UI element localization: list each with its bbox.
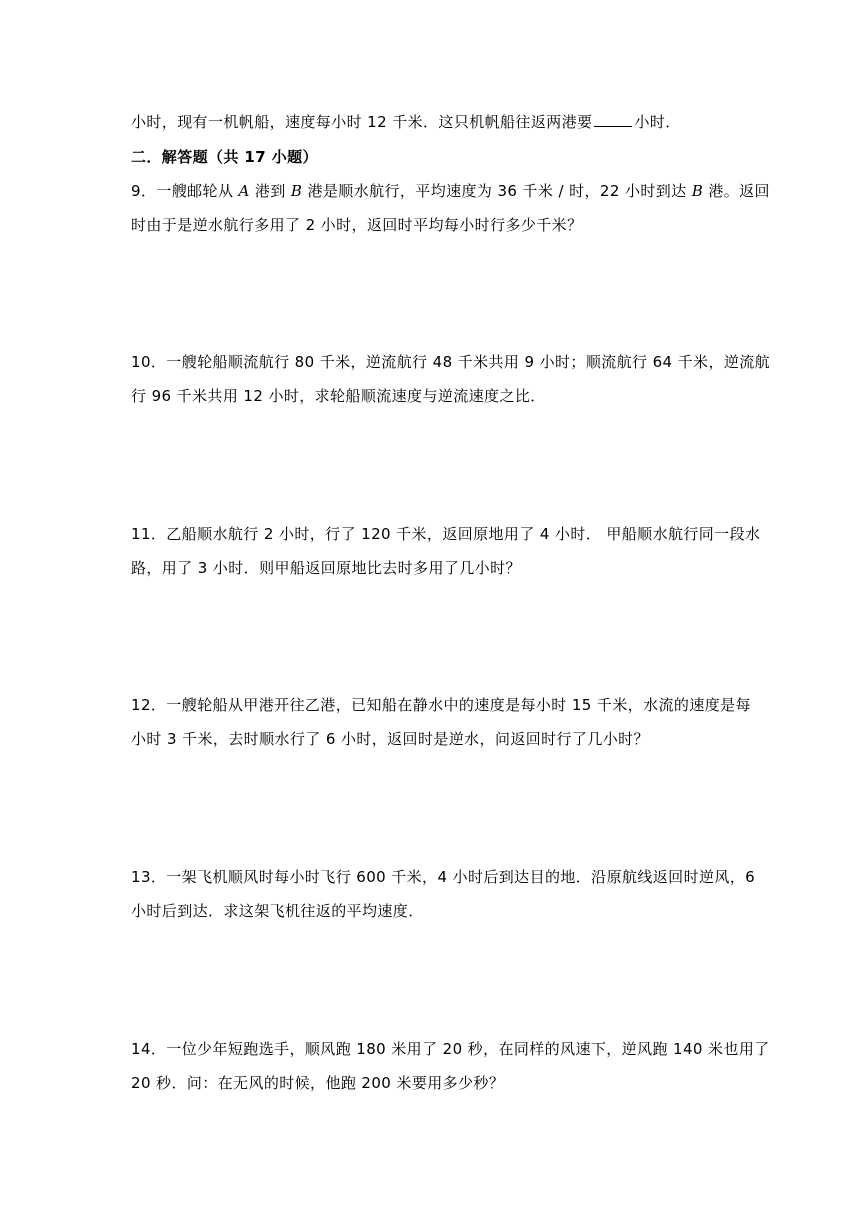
answer-blank[interactable] — [594, 112, 632, 127]
q9-text-a: 9．一艘邮轮从 — [131, 182, 239, 200]
continuation-suffix: 小时． — [634, 113, 681, 131]
question-12-line-2: 小时 3 千米，去时顺水行了 6 小时，返回时是逆水，问返回时行了几小时？ — [131, 730, 649, 748]
q9-var-b: B — [290, 182, 303, 200]
question-11-line-2: 路，用了 3 小时．则甲船返回原地比去时多用了几小时？ — [131, 559, 521, 577]
question-12-line-1: 12．一艘轮船从甲港开往乙港，已知船在静水中的速度是每小时 15 千米，水流的速度是每 — [131, 696, 751, 714]
question-11-line-1: 11．乙船顺水航行 2 小时，行了 120 千米，返回原地用了 4 小时． 甲船顺水航行同一段水 — [131, 525, 761, 543]
question-13-line-2: 小时后到达．求这架飞机往返的平均速度． — [131, 902, 424, 920]
q9-text-c: 港是顺水航行，平均速度为 36 千米 / 时，22 小时到达 — [302, 182, 692, 200]
question-14-line-2: 20 秒．问：在无风的时候，他跑 200 米要用多少秒？ — [131, 1074, 505, 1092]
q9-text-b: 港到 — [249, 182, 291, 200]
question-9-line-2: 时由于是逆水航行多用了 2 小时，返回时平均每小时行多少千米？ — [131, 216, 583, 234]
question-14-line-1: 14．一位少年短跑选手，顺风跑 180 米用了 20 秒，在同样的风速下，逆风跑 140 米也用了 — [131, 1040, 770, 1058]
question-13-line-1: 13．一架飞机顺风时每小时飞行 600 千米，4 小时后到达目的地．沿原航线返回时逆风，6 — [131, 868, 756, 886]
question-9-line-1 — [131, 181, 770, 201]
question-10-line-1: 10．一艘轮船顺流航行 80 千米，逆流航行 48 千米共用 9 小时；顺流航行 64 千米，逆流航 — [131, 353, 771, 371]
previous-question-continuation — [131, 112, 681, 132]
question-10-line-2: 行 96 千米共用 12 小时，求轮船顺流速度与逆流速度之比． — [131, 387, 546, 405]
section-heading: 二．解答题（共 17 小题） — [131, 148, 318, 166]
q9-text-d: 港。返回 — [703, 182, 770, 200]
q9-var-a: A — [238, 182, 250, 200]
q9-var-b2: B — [691, 182, 704, 200]
continuation-text: 小时，现有一机帆船，速度每小时 12 千米．这只机帆船往返两港要 — [131, 113, 593, 131]
